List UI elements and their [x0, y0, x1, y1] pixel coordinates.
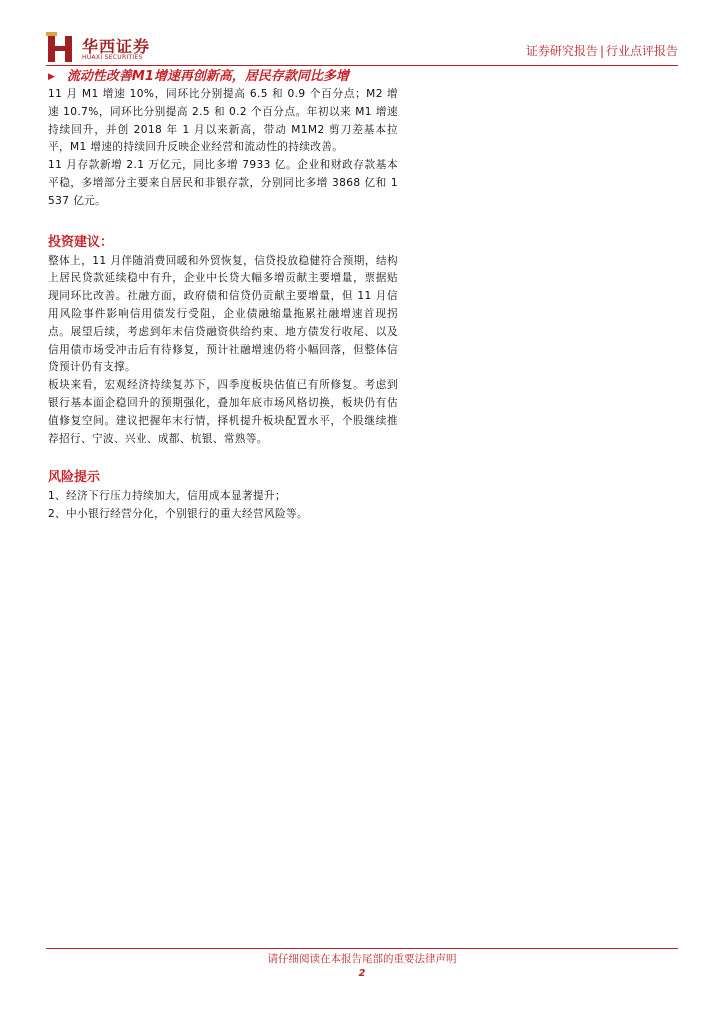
paragraph-investment-overview: 整体上，11 月伴随消费回暖和外贸恢复，信贷投放稳健符合预期，结构上居民贷款延续稳中有升，企业中长贷大幅多增贡献主要增量，票据贴现同环比改善。社融方面，政府债和信贷仍贡献主要增量，但 11 月信用风险事件影响信用债发行受阻，企业债融缩量拖累社融增速首现拐点。展望后续，考虑到年末信贷融资供给约束、地方债发行收尾、以及信用债市场受冲击后有待修复，预计社融增速仍将小幅回落，但整体信贷预计仍有支撑。: [48, 254, 398, 374]
footer-divider: [46, 948, 678, 949]
section-liquidity-title-text: 流动性改善M1增速再创新高，居民存款同比多增: [66, 69, 349, 84]
risk-warning-title: 风险提示: [48, 470, 101, 486]
paragraph-deposits: 11 月存款新增 2.1 万亿元，同比多增 7933 亿。企业和财政存款基本平稳，多增部分主要来自居民和非银存款，分别同比多增 3868 亿和 1537 亿元。: [48, 159, 398, 207]
investment-advice-title: 投资建议：: [48, 234, 114, 250]
triangle-bullet-icon: ▶: [48, 72, 55, 82]
legal-notice: 请仔细阅读在本报告尾部的重要法律声明: [267, 953, 457, 965]
huaxi-logo: [46, 32, 196, 66]
page-number: 2: [358, 968, 366, 979]
report-body: [48, 68, 398, 524]
page-header: [46, 30, 678, 68]
header-divider: [46, 65, 678, 66]
header-separator: |: [599, 44, 604, 58]
paragraph-sector-view: 板块来看，宏观经济持续复苏下，四季度板块估值已有所修复。考虑到银行基本面企稳回升的预期强化，叠加年底市场风格切换，板块仍有估值修复空间。建议把握年末行情，择机提升板块配置水平，个股继续推荐招行、宁波、兴业、成都、杭银、常熟等。: [48, 379, 398, 445]
paragraph-m1-m2: 11 月 M1 增速 10%，同环比分别提高 6.5 和 0.9 个百分点；M2 增速 10.7%，同环比分别提高 2.5 和 0.2 个百分点。年初以来 M1 增速持续回升，并创 2018 年 1 月以来新高，带动 M1M2 剪刀差基本拉平，M1 增速的持续回升反映企业经营和流动性的持续改善。: [48, 88, 398, 154]
report-type: 证券研究报告: [525, 44, 598, 58]
report-subtype: 行业点评报告: [605, 44, 678, 58]
logo-chinese-name: 华西证券: [82, 37, 151, 56]
risk-item: 2、中小银行经营分化，个别银行的重大经营风险等。: [48, 508, 308, 521]
huaxi-logo-icon: [46, 32, 74, 64]
report-type-label: [526, 42, 678, 59]
section-liquidity-title: [48, 68, 398, 86]
logo-english-name: HUAXI SECURITIES: [82, 54, 143, 61]
risk-item: 1、经济下行压力持续加大，信用成本显著提升；: [48, 490, 287, 503]
